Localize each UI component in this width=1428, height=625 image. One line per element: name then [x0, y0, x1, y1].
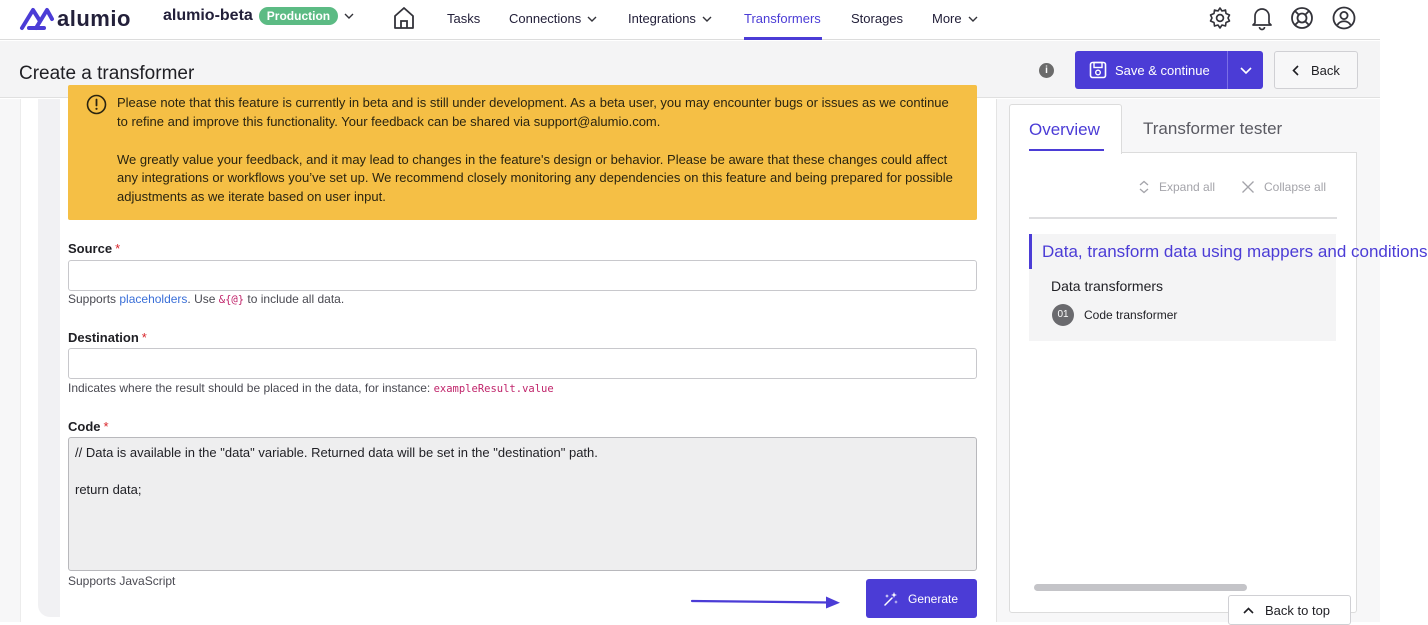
page-title: Create a transformer — [19, 63, 195, 84]
back-to-top-button[interactable] — [1228, 595, 1351, 625]
nav-more-label: More — [932, 11, 962, 26]
nav-transformers-label: Transformers — [744, 11, 821, 26]
tab-overview-label: Overview — [1029, 120, 1100, 139]
back-to-top-label: Back to top — [1265, 602, 1331, 618]
save-and-continue-label: Save & continue — [1115, 62, 1210, 78]
info-icon[interactable]: i — [1039, 63, 1054, 78]
source-label — [68, 241, 120, 256]
nav-tasks[interactable] — [447, 11, 480, 26]
form-card-gutter — [38, 99, 60, 617]
destination-label-text: Destination — [68, 330, 139, 345]
warning-icon — [86, 94, 107, 115]
active-tab-indicator — [1029, 149, 1104, 151]
panel-divider — [1029, 217, 1337, 219]
logo-text: alumio — [57, 6, 131, 31]
alumio-logo[interactable] — [20, 6, 131, 32]
code-label — [68, 419, 109, 434]
code-label-text: Code — [68, 419, 101, 434]
nav-integrations-label: Integrations — [628, 11, 696, 26]
tab-transformer-tester[interactable]: Transformer tester — [1143, 119, 1283, 138]
source-help-post: to include all data. — [247, 292, 345, 306]
chevron-down-icon — [344, 13, 354, 19]
nav-connections-label: Connections — [509, 11, 582, 26]
destination-help-text: Indicates where the result should be placed in the data, for instance: — [68, 381, 431, 395]
save-icon — [1089, 61, 1107, 79]
code-editor[interactable]: // Data is available in the "data" variable. Returned data will be set in the "destination" path. return data; — [68, 437, 977, 571]
destination-input[interactable] — [68, 348, 977, 379]
nav-storages-label: Storages — [851, 11, 904, 26]
expand-all-label: Expand all — [1159, 180, 1216, 194]
destination-help — [68, 381, 554, 395]
pointer-arrow-icon — [690, 593, 845, 611]
destination-help-code: exampleResult.value — [433, 383, 554, 395]
settings-gear-icon[interactable] — [1208, 6, 1232, 30]
generate-button[interactable] — [866, 579, 977, 618]
chevron-down-icon — [702, 16, 712, 22]
home-icon[interactable] — [393, 6, 415, 30]
nav-tasks-label: Tasks — [447, 11, 481, 26]
beta-warning-banner — [68, 85, 977, 220]
nav-integrations[interactable] — [628, 11, 712, 26]
source-help-pre: Supports — [68, 292, 117, 306]
environment-badge: Production — [259, 7, 338, 25]
source-help-code: &{@} — [218, 294, 245, 306]
warning-paragraph-2: We greatly value your feedback, and it may lead to changes in the feature's design or behavior. Please be aware that these changes could affect any integrations or workflows you’ve set up. We recommend closely monitoring any dependencies on this feature and being prepared for possible adjustments as we iterate based on user input. — [117, 151, 953, 205]
source-input[interactable] — [68, 260, 977, 291]
environment-selector[interactable] — [163, 7, 354, 25]
chevron-down-icon — [968, 16, 978, 22]
placeholders-link[interactable]: placeholders — [119, 292, 188, 306]
tree-group-label[interactable]: Data transformers — [1051, 278, 1164, 294]
tree-section-title[interactable]: Data, transform data using mappers and conditions — [1042, 242, 1428, 261]
environment-name: alumio-beta — [163, 7, 253, 24]
chevron-up-icon — [1243, 607, 1254, 614]
top-navigation — [0, 0, 1380, 40]
tree-item-code-transformer[interactable]: Code transformer — [1084, 308, 1178, 322]
nav-more[interactable] — [932, 11, 978, 26]
nav-storages[interactable] — [851, 11, 903, 26]
chevron-down-icon — [1240, 67, 1252, 74]
back-button[interactable] — [1274, 51, 1358, 89]
nav-connections[interactable] — [509, 11, 597, 26]
warning-paragraph-1: Please note that this feature is currently in beta and is still under development. As a beta user, you may encounter bugs or issues as we continue to refine and improve this functionality. Your feedback can be shared via support@alumio.com. — [117, 95, 949, 129]
required-marker: * — [103, 419, 109, 434]
required-marker: * — [115, 241, 121, 256]
destination-label — [68, 330, 147, 345]
collapse-icon — [1241, 180, 1255, 194]
code-help: Supports JavaScript — [68, 574, 176, 588]
horizontal-scrollbar[interactable] — [1034, 584, 1247, 591]
tab-overview[interactable] — [1009, 104, 1122, 154]
user-account-icon[interactable] — [1332, 6, 1356, 30]
nav-transformers[interactable] — [744, 11, 821, 26]
alumio-logo-icon — [20, 7, 54, 31]
save-and-continue-button[interactable] — [1075, 51, 1227, 89]
collapse-all-button[interactable] — [1241, 180, 1326, 194]
save-options-dropdown[interactable] — [1227, 51, 1263, 89]
back-label: Back — [1311, 62, 1340, 78]
required-marker: * — [141, 330, 147, 345]
source-help — [68, 292, 344, 306]
source-help-mid: . Use — [187, 292, 216, 306]
collapse-all-label: Collapse all — [1264, 180, 1327, 194]
chevron-down-icon — [587, 16, 597, 22]
help-lifebuoy-icon[interactable] — [1290, 6, 1314, 30]
active-nav-indicator — [744, 37, 822, 40]
chevron-left-icon — [1292, 65, 1299, 76]
tree-item-number: 01 — [1052, 304, 1074, 326]
generate-label: Generate — [908, 591, 959, 606]
expand-all-button[interactable] — [1138, 180, 1215, 194]
expand-icon — [1138, 180, 1150, 194]
tree-active-indicator — [1029, 234, 1032, 269]
source-label-text: Source — [68, 241, 113, 256]
bell-icon[interactable] — [1251, 6, 1273, 30]
sparkle-wand-icon — [883, 591, 899, 607]
